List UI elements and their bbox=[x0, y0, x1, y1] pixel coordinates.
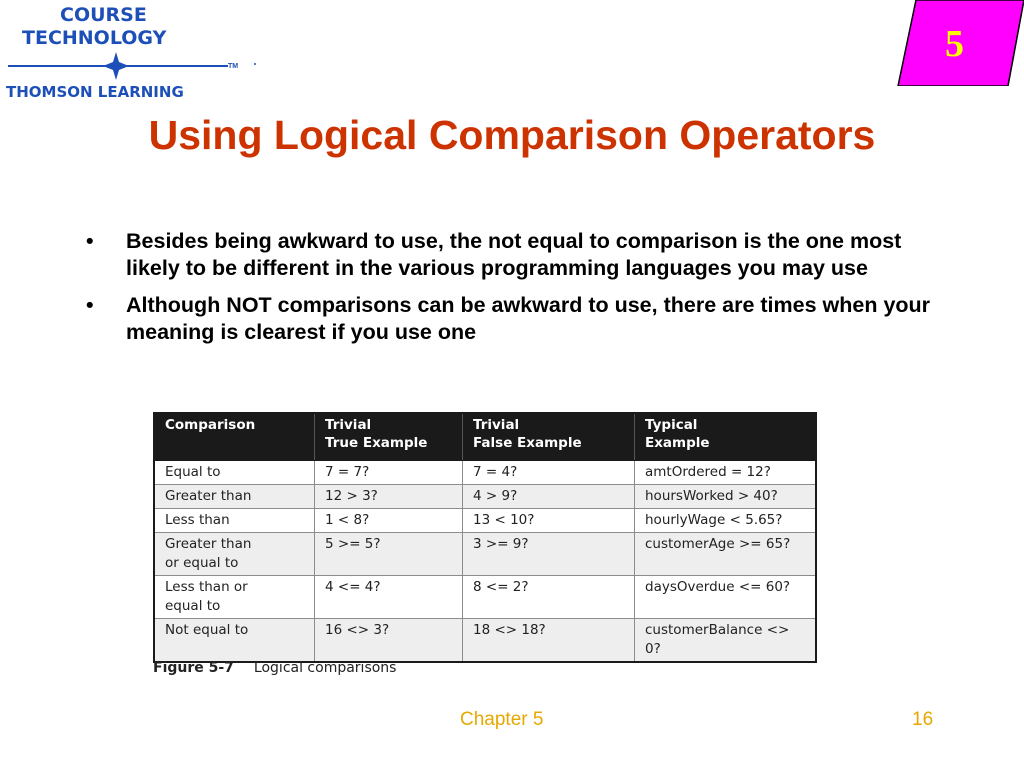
table-cell: daysOverdue <= 60? bbox=[635, 576, 817, 619]
bullet-text: Besides being awkward to use, the not equal to comparison is the one most likely to be different in the various programming languages you may use bbox=[126, 229, 902, 280]
table-cell: Equal to bbox=[154, 461, 315, 485]
star-line-icon bbox=[0, 50, 260, 80]
table-cell: customerAge >= 65? bbox=[635, 533, 817, 576]
header-true-example: Trivial True Example bbox=[315, 413, 463, 461]
figure-caption-text: Logical comparisons bbox=[253, 660, 397, 676]
table-row bbox=[154, 461, 816, 485]
bullet-dot-icon: • bbox=[86, 293, 94, 317]
footer-chapter: Chapter 5 bbox=[460, 709, 544, 730]
table-cell: 18 <> 18? bbox=[463, 619, 635, 663]
table-cell: 8 <= 2? bbox=[463, 576, 635, 619]
table-cell: Less than or equal to bbox=[154, 576, 315, 619]
table-row bbox=[154, 533, 816, 576]
header-typical-example: Typical Example bbox=[635, 413, 817, 461]
table-cell: Greater than or equal to bbox=[154, 533, 315, 576]
table-cell: 16 <> 3? bbox=[315, 619, 463, 663]
table-row bbox=[154, 619, 816, 663]
logo-line-thomson: THOMSON LEARNING bbox=[6, 83, 184, 101]
footer-page-number: 16 bbox=[912, 709, 934, 730]
bullet-item bbox=[86, 292, 946, 346]
bullet-list bbox=[86, 228, 946, 356]
trademark-mark: TM bbox=[228, 63, 239, 70]
slide-title: Using Logical Comparison Operators bbox=[148, 112, 876, 158]
bullet-dot-icon: • bbox=[86, 229, 94, 253]
table-cell: amtOrdered = 12? bbox=[635, 461, 817, 485]
header-false-example: Trivial False Example bbox=[463, 413, 635, 461]
table-cell: hourlyWage < 5.65? bbox=[635, 509, 817, 533]
table-cell: Not equal to bbox=[154, 619, 315, 663]
comparison-table bbox=[153, 412, 817, 663]
table-cell: 7 = 4? bbox=[463, 461, 635, 485]
table-row bbox=[154, 576, 816, 619]
table-cell: Less than bbox=[154, 509, 315, 533]
table-cell: Greater than bbox=[154, 485, 315, 509]
logo-line-course: COURSE bbox=[60, 4, 147, 26]
bullet-item bbox=[86, 228, 946, 282]
table-cell: 5 >= 5? bbox=[315, 533, 463, 576]
table-header-row bbox=[154, 413, 816, 461]
table-cell: hoursWorked > 40? bbox=[635, 485, 817, 509]
table-cell: 3 >= 9? bbox=[463, 533, 635, 576]
bullet-text: Although NOT comparisons can be awkward to use, there are times when your meaning is clearest if you use one bbox=[126, 293, 931, 344]
figure-label: Figure 5-7 bbox=[153, 660, 234, 676]
chapter-number: 5 bbox=[945, 23, 964, 65]
table-cell: 12 > 3? bbox=[315, 485, 463, 509]
table-cell: 4 <= 4? bbox=[315, 576, 463, 619]
table-cell: customerBalance <> 0? bbox=[635, 619, 817, 663]
course-technology-logo bbox=[0, 0, 270, 110]
table-cell: 4 > 9? bbox=[463, 485, 635, 509]
table-row bbox=[154, 509, 816, 533]
logo-line-technology: TECHNOLOGY bbox=[22, 27, 167, 49]
table-cell: 7 = 7? bbox=[315, 461, 463, 485]
header-comparison: Comparison bbox=[154, 413, 315, 461]
table-cell: 1 < 8? bbox=[315, 509, 463, 533]
table-cell: 13 < 10? bbox=[463, 509, 635, 533]
table-row bbox=[154, 485, 816, 509]
figure-caption bbox=[153, 660, 396, 676]
